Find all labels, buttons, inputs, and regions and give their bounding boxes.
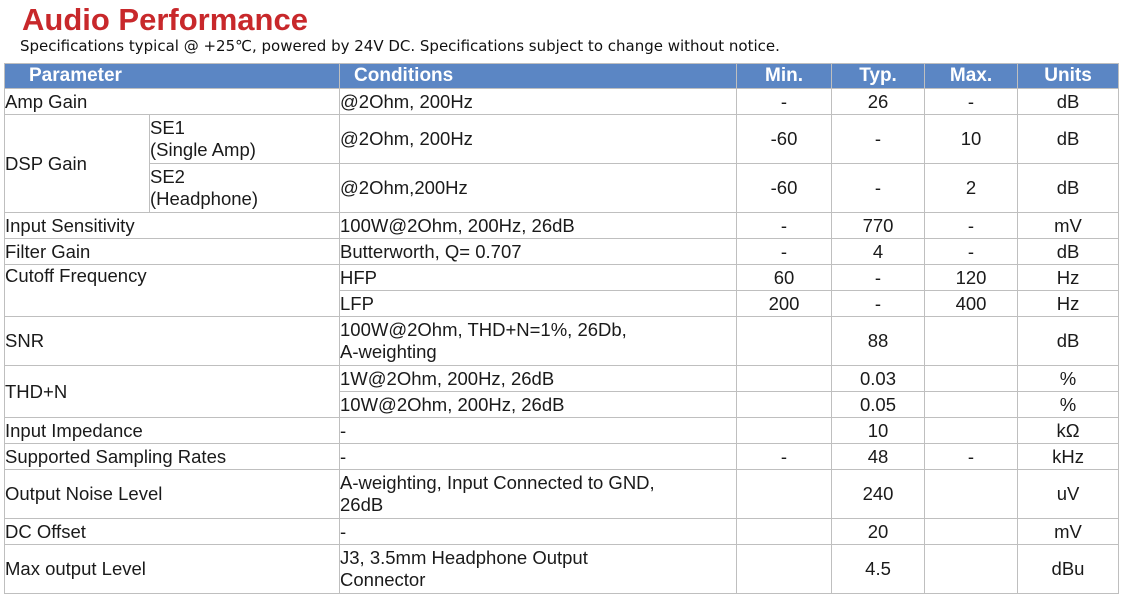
subparam-cell	[150, 164, 340, 213]
unit-cell: dB	[1018, 239, 1119, 265]
param-cell: Cutoff Frequency	[5, 265, 340, 317]
min-cell: -	[737, 213, 832, 239]
typ-cell: 26	[832, 89, 925, 115]
subparam-line: SE2	[150, 166, 185, 187]
max-cell	[925, 392, 1018, 418]
conditions-cell: @2Ohm, 200Hz	[340, 115, 737, 164]
conditions-cell: 10W@2Ohm, 200Hz, 26dB	[340, 392, 737, 418]
param-cell: Supported Sampling Rates	[5, 444, 340, 470]
conditions-cell	[340, 545, 737, 594]
typ-cell: 10	[832, 418, 925, 444]
page-title: Audio Performance	[22, 2, 308, 37]
min-cell: -60	[737, 115, 832, 164]
max-cell: -	[925, 89, 1018, 115]
max-cell	[925, 317, 1018, 366]
unit-cell: dB	[1018, 317, 1119, 366]
typ-cell: 20	[832, 519, 925, 545]
conditions-cell: @2Ohm,200Hz	[340, 164, 737, 213]
conditions-cell: Butterworth, Q= 0.707	[340, 239, 737, 265]
max-cell	[925, 366, 1018, 392]
min-cell: -60	[737, 164, 832, 213]
conditions-line: 26dB	[340, 494, 384, 515]
audio-performance-table	[4, 63, 1119, 594]
typ-cell: 4	[832, 239, 925, 265]
conditions-line: A-weighting, Input Connected to GND,	[340, 472, 655, 493]
unit-cell: mV	[1018, 519, 1119, 545]
table-row	[5, 545, 1119, 594]
header-max: Max.	[925, 64, 1018, 89]
max-cell: 2	[925, 164, 1018, 213]
typ-cell: -	[832, 164, 925, 213]
table-row	[5, 470, 1119, 519]
typ-cell: 48	[832, 444, 925, 470]
param-cell: Input Impedance	[5, 418, 340, 444]
subparam-line: (Headphone)	[150, 188, 258, 209]
max-cell	[925, 470, 1018, 519]
header-min: Min.	[737, 64, 832, 89]
table-row	[5, 519, 1119, 545]
conditions-cell: LFP	[340, 291, 737, 317]
max-cell: 400	[925, 291, 1018, 317]
table-row	[5, 213, 1119, 239]
param-cell: Input Sensitivity	[5, 213, 340, 239]
max-cell: -	[925, 444, 1018, 470]
min-cell: 200	[737, 291, 832, 317]
min-cell	[737, 519, 832, 545]
typ-cell: -	[832, 265, 925, 291]
conditions-cell: 100W@2Ohm, 200Hz, 26dB	[340, 213, 737, 239]
header-parameter: Parameter	[5, 64, 340, 89]
param-cell: THD+N	[5, 366, 340, 418]
min-cell	[737, 470, 832, 519]
max-cell: -	[925, 213, 1018, 239]
typ-cell: -	[832, 291, 925, 317]
table-row	[5, 115, 1119, 164]
subparam-line: (Single Amp)	[150, 139, 256, 160]
table-row	[5, 317, 1119, 366]
page-subtitle: Specifications typical @ +25℃, powered by 24V DC. Specifications subject to change without notice.	[20, 37, 780, 55]
header-row	[5, 64, 1119, 89]
max-cell	[925, 418, 1018, 444]
unit-cell: dB	[1018, 115, 1119, 164]
conditions-line: A-weighting	[340, 341, 437, 362]
unit-cell: dB	[1018, 89, 1119, 115]
param-cell: Filter Gain	[5, 239, 340, 265]
param-cell: Output Noise Level	[5, 470, 340, 519]
conditions-line: J3, 3.5mm Headphone Output	[340, 547, 588, 568]
conditions-cell: @2Ohm, 200Hz	[340, 89, 737, 115]
header-conditions: Conditions	[340, 64, 737, 89]
min-cell	[737, 418, 832, 444]
subparam-cell	[150, 115, 340, 164]
conditions-cell: HFP	[340, 265, 737, 291]
typ-cell: 0.03	[832, 366, 925, 392]
param-cell: DC Offset	[5, 519, 340, 545]
unit-cell: dBu	[1018, 545, 1119, 594]
unit-cell: kHz	[1018, 444, 1119, 470]
conditions-cell: -	[340, 418, 737, 444]
conditions-cell	[340, 470, 737, 519]
max-cell: -	[925, 239, 1018, 265]
min-cell: -	[737, 444, 832, 470]
typ-cell: 240	[832, 470, 925, 519]
unit-cell: uV	[1018, 470, 1119, 519]
unit-cell: dB	[1018, 164, 1119, 213]
typ-cell: -	[832, 115, 925, 164]
table-row	[5, 265, 1119, 291]
min-cell	[737, 392, 832, 418]
table-row	[5, 444, 1119, 470]
param-cell: Max output Level	[5, 545, 340, 594]
min-cell	[737, 545, 832, 594]
conditions-cell: 1W@2Ohm, 200Hz, 26dB	[340, 366, 737, 392]
unit-cell: Hz	[1018, 291, 1119, 317]
max-cell	[925, 545, 1018, 594]
typ-cell: 770	[832, 213, 925, 239]
unit-cell: mV	[1018, 213, 1119, 239]
typ-cell: 0.05	[832, 392, 925, 418]
table-row	[5, 164, 1119, 213]
table-row	[5, 89, 1119, 115]
min-cell: -	[737, 89, 832, 115]
min-cell	[737, 317, 832, 366]
header-typ: Typ.	[832, 64, 925, 89]
unit-cell: %	[1018, 392, 1119, 418]
param-cell: Amp Gain	[5, 89, 340, 115]
conditions-line: 100W@2Ohm, THD+N=1%, 26Db,	[340, 319, 627, 340]
min-cell: -	[737, 239, 832, 265]
table-row	[5, 366, 1119, 392]
unit-cell: %	[1018, 366, 1119, 392]
conditions-cell: -	[340, 519, 737, 545]
min-cell: 60	[737, 265, 832, 291]
conditions-line: Connector	[340, 569, 426, 590]
param-cell: SNR	[5, 317, 340, 366]
conditions-cell: -	[340, 444, 737, 470]
table-row	[5, 418, 1119, 444]
unit-cell: kΩ	[1018, 418, 1119, 444]
max-cell: 10	[925, 115, 1018, 164]
max-cell	[925, 519, 1018, 545]
unit-cell: Hz	[1018, 265, 1119, 291]
max-cell: 120	[925, 265, 1018, 291]
table-row	[5, 239, 1119, 265]
conditions-cell	[340, 317, 737, 366]
min-cell	[737, 366, 832, 392]
subparam-line: SE1	[150, 117, 185, 138]
typ-cell: 4.5	[832, 545, 925, 594]
typ-cell: 88	[832, 317, 925, 366]
header-units: Units	[1018, 64, 1119, 89]
param-cell: DSP Gain	[5, 115, 150, 213]
